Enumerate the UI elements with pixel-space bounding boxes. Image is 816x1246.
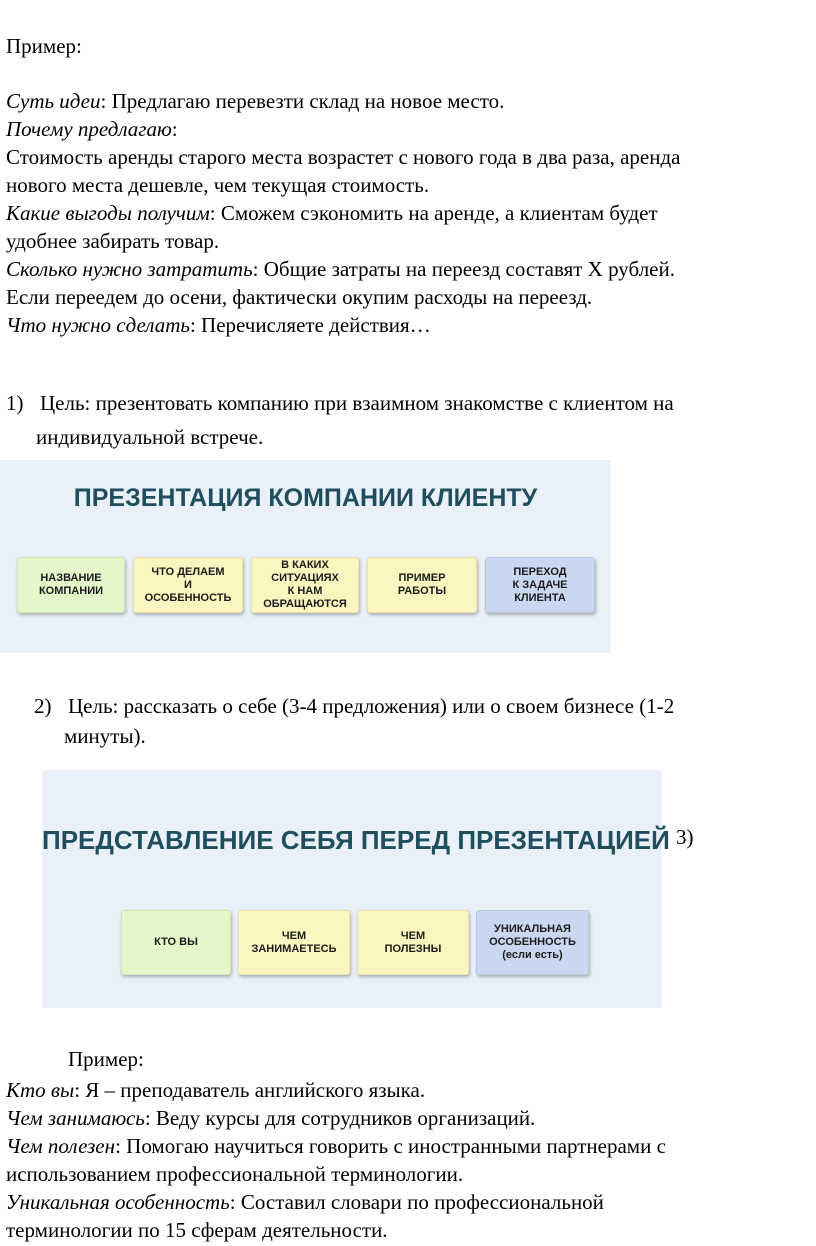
diagram1-box-company-name: НАЗВАНИЕ КОМПАНИИ: [17, 557, 125, 613]
example2-row-who: [6, 1078, 425, 1102]
diagram1-box-situations: В КАКИХ СИТУАЦИЯХ К НАМ ОБРАЩАЮТСЯ: [251, 557, 359, 613]
row-text: : Я – преподаватель английского языка.: [74, 1078, 426, 1102]
example2-row-useful: [6, 1134, 666, 1158]
row-text: : Сможем сэкономить на аренде, а клиентам будет: [209, 201, 658, 225]
row-text: : Помогаю научиться говорить с иностранными партнерами с: [115, 1134, 666, 1158]
diagram1-title: ПРЕЗЕНТАЦИЯ КОМПАНИИ КЛИЕНТУ: [73, 484, 538, 512]
example2-row-unique-text: терминологии по 15 сферам деятельности.: [6, 1218, 388, 1242]
diagram2-box-what-you-do: ЧЕМ ЗАНИМАЕТЕСЬ: [238, 910, 350, 975]
row-label: Уникальная особенность: [6, 1190, 230, 1214]
intro-row-idea: [6, 89, 504, 113]
example-heading: Пример:: [6, 34, 82, 58]
goal1-line1: Цель: презентовать компанию при взаимном знакомстве с клиентом на: [40, 391, 674, 415]
goal2-line2: минуты).: [64, 724, 146, 748]
row-text: :: [171, 117, 178, 141]
goal2-line1: Цель: рассказать о себе (3-4 предложения) или о своем бизнесе (1-2: [68, 694, 675, 718]
goal1-line2: индивидуальной встрече.: [36, 425, 264, 449]
row-label: Сколько нужно затратить: [6, 257, 253, 281]
example2-row-occupation: [6, 1106, 535, 1130]
row-text: : Общие затраты на переезд составят Х рублей.: [252, 257, 675, 281]
row-label: Почему предлагаю: [6, 117, 172, 141]
goal3-number: 3): [676, 825, 694, 849]
goal1-number: 1): [6, 391, 24, 415]
row-text: : Перечисляете действия…: [189, 313, 431, 337]
diagram2-box-unique-feature: УНИКАЛЬНАЯ ОСОБЕННОСТЬ (если есть): [476, 910, 589, 975]
row-text: : Составил словари по профессиональной: [229, 1190, 604, 1214]
diagram1-box-client-task: ПЕРЕХОД К ЗАДАЧЕ КЛИЕНТА: [485, 557, 595, 613]
intro-row-action: [6, 313, 431, 337]
diagram1-box-work-example: ПРИМЕР РАБОТЫ: [367, 557, 477, 613]
row-label: Кто вы: [6, 1078, 75, 1102]
intro-row-why: [6, 117, 178, 141]
diagram2-box-how-useful: ЧЕМ ПОЛЕЗНЫ: [357, 910, 469, 975]
example2-heading: Пример:: [68, 1047, 144, 1071]
intro-row-why-text-1: Стоимость аренды старого места возрастет с нового года в два раза, аренда: [6, 145, 681, 169]
diagram1-box-what-we-do: ЧТО ДЕЛАЕМ И ОСОБЕННОСТЬ: [133, 557, 243, 613]
intro-row-cost: [6, 257, 812, 281]
row-label: Какие выгоды получим: [6, 201, 210, 225]
intro-row-benefits-text: удобнее забирать товар.: [6, 229, 220, 253]
row-text: : Предлагаю перевезти склад на новое место.: [100, 89, 505, 113]
row-label: Суть идеи: [6, 89, 101, 113]
example2-row-unique: [6, 1190, 604, 1214]
diagram2-title: ПРЕДСТАВЛЕНИЕ СЕБЯ ПЕРЕД ПРЕЗЕНТАЦИЕЙ: [42, 825, 670, 855]
row-label: Чем полезен: [6, 1134, 116, 1158]
example2-row-useful-text: использованием профессиональной терминологии.: [6, 1162, 464, 1186]
intro-row-why-text-2: нового места дешевле, чем текущая стоимость.: [6, 173, 430, 197]
diagram2-box-who-are-you: КТО ВЫ: [121, 910, 231, 975]
row-text: : Веду курсы для сотрудников организаций.: [144, 1106, 536, 1130]
intro-row-benefits: [6, 201, 812, 225]
row-label: Чем занимаюсь: [6, 1106, 145, 1130]
row-label: Что нужно сделать: [6, 313, 190, 337]
intro-row-cost-text: Если переедем до осени, фактически окупим расходы на переезд.: [6, 285, 593, 309]
goal2-number: 2): [34, 694, 52, 718]
